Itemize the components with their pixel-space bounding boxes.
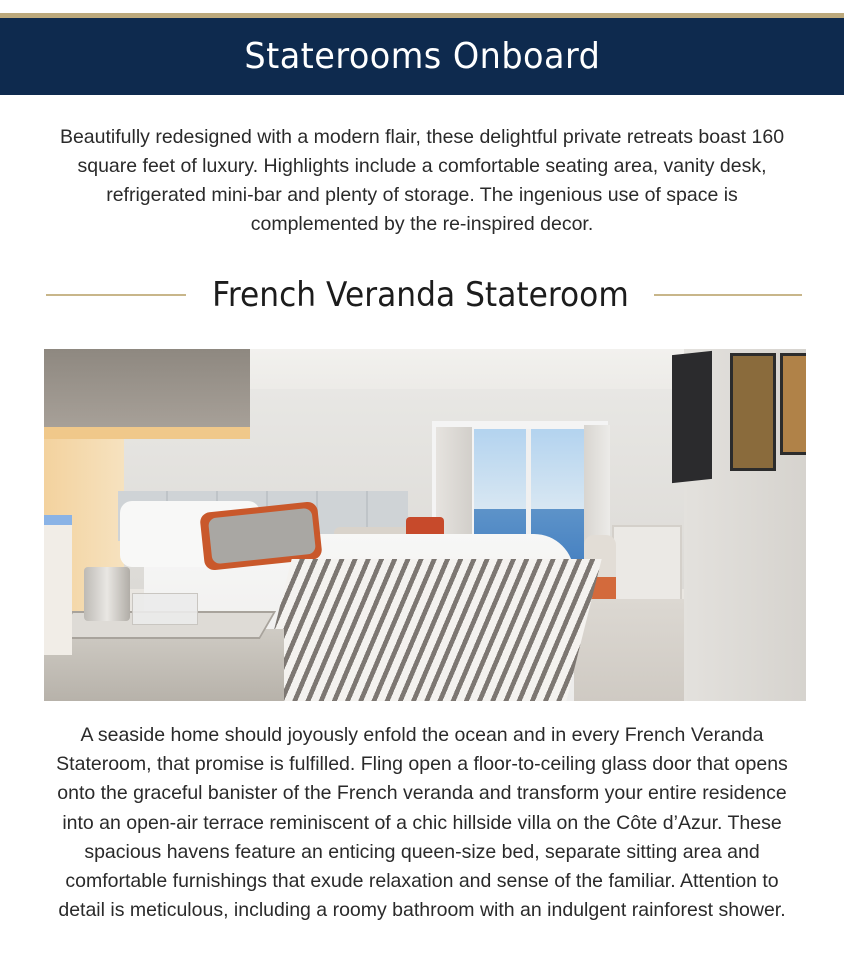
section-heading [46,272,802,318]
photo-art-frame-2 [780,353,806,455]
photo-throw-blanket [256,559,601,701]
photo-art-frame-1 [730,353,776,471]
page-title: Staterooms Onboard [244,36,600,77]
photo-water-bottle [44,515,72,655]
heading-rule-left [46,294,186,296]
photo-nightstand [44,629,284,701]
heading-rule-right [654,294,802,296]
photo-cabinet [44,349,250,427]
stateroom-description: A seaside home should joyously enfold the ocean and in every French Veranda Stateroom, that promise is fulfilled. Fling open a floor-to-ceiling glass door that opens onto the graceful banister of the French veranda and transform your entire residence into an open-air terrace reminiscent of a chic hillside villa on the Côte d’Azur. These spacious havens feature an enticing queen-size bed, separate sitting area and comfortable furnishings that exude relaxation and sense of the familiar. Attention to detail is meticulous, including a roomy bathroom with an indulgent rainforest shower. [56,724,788,922]
intro-text: Beautifully redesigned with a modern flair, these delightful private retreats boast 160 square feet of luxury. Highlights include a comfortable seating area, vanity desk, refrigerated mini-bar and plenty of storage. The ingenious use of space is complemented by the re-inspired decor. [59,126,785,235]
photo-glasses [132,593,198,625]
photo-ice-bucket [84,567,130,621]
photo-tv [672,351,712,483]
page-header [0,18,844,95]
stateroom-photo [44,349,806,701]
photo-cabinet-glow [44,427,250,439]
section-title: French Veranda Stateroom [211,275,629,315]
